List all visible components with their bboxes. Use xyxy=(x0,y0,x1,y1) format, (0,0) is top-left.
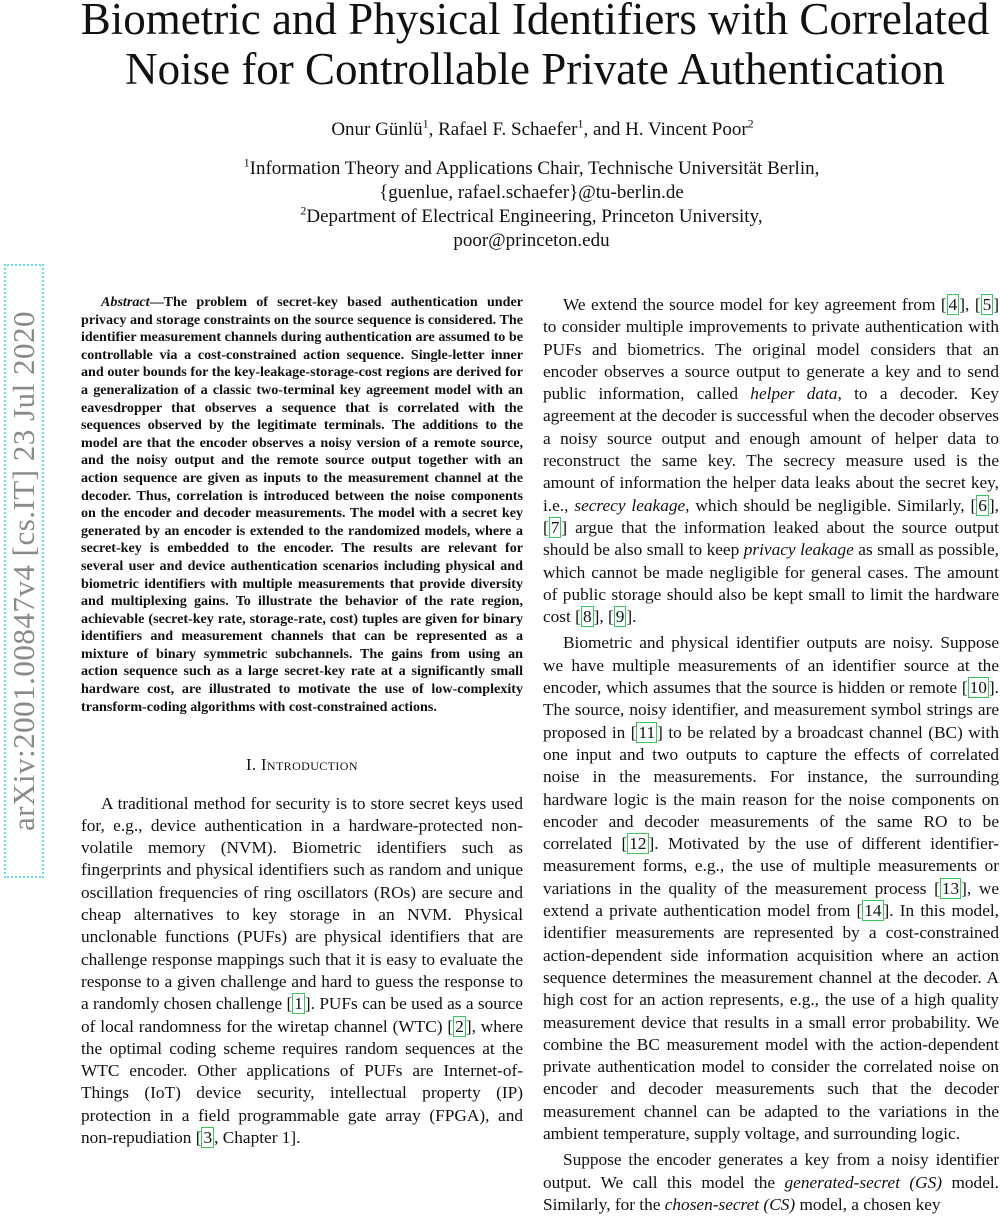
title-line-1: Biometric and Physical Identifiers with Correlated xyxy=(80,0,990,44)
citation-link[interactable]: 3 xyxy=(203,1128,213,1147)
section-heading-introduction xyxy=(81,754,523,776)
author-2-affil: 1 xyxy=(577,116,584,131)
citation-link[interactable]: 4 xyxy=(948,295,958,314)
text-run: We extend the source model for key agreement from xyxy=(563,295,941,314)
abstract-text: —The problem of secret-key based authentication under privacy and storage constraints on the source sequence is considered. The identifier measurement channels during authentication are assumed to be controllable via a cost-constrained action sequence. Single-letter inner and outer bounds for the key-leakage-storage-cost regions are derived for a generalization of a classic two-terminal key agreement model with an eavesdropper that observes a sequence that is correlated with the sequences observed by the legitimate terminals. The additions to the model are that the encoder observes a noisy version of a remote source, and the noisy output and the remote source output together with an action sequence are given as inputs to the measurement channel at the decoder. Thus, correlation is introduced between the noise components on the encoder and decoder measurements. The model with a secret key generated by an encoder is extended to the randomized models, where a secret-key is embedded to the encoder. The results are relevant for several user and device authentication scenarios including physical and biometric identifiers with multiple measurements that provide diversity and multiplexing gains. To illustrate the behavior of the rate region, achievable (secret-key rate, storage-rate, cost) tuples are given for binary identifiers and measurement channels that can be represented as a mixture of binary symmetric subchannels. The gains from using an action sequence such as a large secret-key rate at a significantly small hardware cost, are illustrated to motivate the use of low-complexity transform-coding algorithms with cost-constrained actions. xyxy=(81,294,523,715)
paper-title xyxy=(60,0,1000,94)
citation-link[interactable]: 12 xyxy=(629,834,647,854)
text-run: , xyxy=(965,295,975,314)
text-run: A traditional method for security is to store secret keys used for, e.g., device authentication in a hardware-protected non-volatile memory (NVM). Biometric identifiers such as fingerprints and physical identifiers such as random and unique oscillation frequencies of ring oscillators (ROs) are secure and cheap alternatives to key storage in an NVM. Physical unclonable functions (PUFs) are physical identifiers that are challenge response mappings such that it is easy to evaluate the response to a given challenge and hard to guess the response to a randomly chosen challenge xyxy=(81,793,523,1014)
affiliation-2-text: Department of Electrical Engineering, Princeton University, xyxy=(306,206,763,227)
author-1-affil: 1 xyxy=(422,116,429,131)
text-run: argue that the information leaked about the source output should be also small to keep xyxy=(543,517,999,560)
text-run: , to a decoder. Key agreement at the decoder is successful when the decoder observes a noisy source output and enough amount of helper data to reconstruct the same key. The secrecy measure used is the amount of information the helper data leaks about the secret key, i.e., xyxy=(543,384,999,515)
intro-paragraph-2: We extend the source model for key agreement from [ 4 ], [ 5 ] to consider multiple improvements to private authentication with PUFs and biometrics. The original model considers that an encoder observes a source output to generate a key and to send public information, called helper data, to a decoder. Key agreement at the decoder is successful when the decoder observes a noisy source output and enough amount of helper data to reconstruct the same key. The secrecy measure used is the amount of information the helper data leaks about the secret key, i.e., secrecy leakage, which should be negligible. Similarly, [ 6 ], [ 7 ] argue that the information leaked about the source output should be also small to keep privacy leakage as small as possible, which cannot be made negligible for general cases. The amount of public storage should also be kept small to limit the hardware cost [ 8 ], [ 9 ]. xyxy=(543,295,1000,627)
citation-link[interactable]: 14 xyxy=(864,901,882,921)
affiliation-2-email: poor@princeton.edu xyxy=(453,230,610,251)
section-title: Introduction xyxy=(260,755,358,775)
left-column xyxy=(81,294,523,1149)
text-run: . xyxy=(632,607,637,627)
affiliation-1-email: {guenlue, rafael.schaefer}@tu-berlin.de xyxy=(379,182,684,203)
citation-link[interactable]: 2 xyxy=(455,1016,464,1036)
intro-paragraph-3: Biometric and physical identifier outputs are noisy. Suppose we have multiple measurements of an identifier source at the encoder, which assumes that the source is hidden or remote [ 10 ]. The source, noisy identifier, and measurement symbol strings are proposed in [ 11 ] to be related by a broadcast channel (BC) with one input and two outputs to capture the effects of correlated noise in the measurements. For instance, the surrounding hardware logic is the main reason for the noise components on encoder and decoder measurements of the same RO to be correlated [ 12 ]. Motivated by the use of different identifier-measurement forms, e.g., the use of multiple measurements or variations in the quality of the measurement process [ 13 ], we extend a private authentication model from [ 14 ]. In this model, identifier measurements are represented by a cost-constrained action-dependent side information acquisition where an action sequence determines the measurement channel at the decoder. A high cost for an action represents, e.g., the use of a high quality measurement device that results in a small error probability. We combine the BC measurement model with the action-dependent private authentication model to consider the correlated noise on encoder and decoder measurements such that the decoder measurement channel can be adapted to the variations in the ambient temperature, supply voltage, and surrounding logic. xyxy=(543,633,999,1143)
author-3: and H. Vincent Poor xyxy=(592,119,748,140)
abstract-label: Abstract xyxy=(101,294,150,310)
abstract xyxy=(81,294,523,716)
emphasis: chosen-secret (CS) xyxy=(664,1194,796,1214)
arxiv-identifier: arXiv:2001.00847v4 [cs.IT] 23 Jul 2020 xyxy=(6,310,41,832)
section-number: I. xyxy=(246,755,257,775)
citation-link[interactable]: 13 xyxy=(941,878,960,898)
affiliations xyxy=(0,157,1000,253)
right-column xyxy=(543,294,999,1216)
affiliation-2-mark: 2 xyxy=(300,203,307,218)
affiliation-1 xyxy=(0,157,1000,181)
text-run: , where the optimal coding scheme requires random sequences at the WTC encoder. Other applications of PUFs are Internet-of-Things (IoT) device security, intellectual property (IP) protection in a field programmable gate array (FPGA), and non-repudiation xyxy=(81,1016,524,1147)
author-1: Onur Günlü xyxy=(331,119,423,140)
text-run: . PUFs can be used as a source of local randomness for the wiretap channel (WTC) xyxy=(81,994,523,1036)
citation-link[interactable]: 9 xyxy=(615,607,625,627)
text-run: Suppose the encoder generates a key from a noisy identifier output. We call this model the xyxy=(543,1150,999,1192)
affiliation-2 xyxy=(0,205,1000,229)
citation-link[interactable]: 10 xyxy=(969,678,987,698)
affiliation-1-text: Information Theory and Applications Chair, Technische Universität Berlin, xyxy=(249,158,820,179)
citation-link[interactable]: 11 xyxy=(638,722,656,742)
emphasis: helper data xyxy=(750,384,838,404)
text-run: . In this model, identifier measurements are represented by a cost-constrained action-dependent side information acquisition where an action sequence determines the measurement channel at the decoder. A high cost for an action represents, e.g., the use of a high quality measurement device that results in a small error probability. We combine the BC measurement model with the action-dependent private authentication model to consider the correlated noise on encoder and decoder measurements such that the decoder measurement channel can be adapted to the variations in the ambient temperature, supply voltage, and surrounding logic. xyxy=(543,901,999,1143)
intro-paragraph-4 xyxy=(543,1149,999,1216)
citation-link[interactable]: 6 xyxy=(978,495,987,515)
author-2: Rafael F. Schaefer xyxy=(438,119,578,140)
arxiv-stamp[interactable] xyxy=(4,264,44,878)
text-run: . The source, noisy identifier, and measurement symbol strings are proposed in xyxy=(543,678,999,742)
citation-link[interactable]: 7 xyxy=(550,517,560,537)
citation-link[interactable]: 8 xyxy=(582,607,592,627)
text-run: to be related by a broadcast channel (BC) with one input and two outputs to capture the effects of correlated noise in the measurements. For instance, the surrounding hardware logic is the main reason for the noise components on encoder and decoder measurements of the same RO to be correlated xyxy=(543,722,999,854)
text-run: model, a chosen key xyxy=(795,1194,941,1214)
text-run: , xyxy=(599,607,608,627)
text-run: to consider multiple improvements to private authentication with PUFs and biometrics. The original model considers that an encoder observes a source output to generate a key and to send public information, called xyxy=(543,317,999,404)
citation-link[interactable]: 1 xyxy=(294,994,303,1014)
text-run: , Chapter 1]. xyxy=(214,1128,301,1147)
text-run: , we extend a private authentication model from xyxy=(543,878,999,921)
emphasis: generated-secret (GS) xyxy=(784,1172,943,1192)
intro-paragraph-1: A traditional method for security is to store secret keys used for, e.g., device authentication in a hardware-protected non-volatile memory (NVM). Biometric identifiers such as fingerprints and physical identifiers such as random and unique oscillation frequencies of ring oscillators (ROs) are secure and cheap alternatives to key storage in an NVM. Physical unclonable functions (PUFs) are physical identifiers that are challenge response mappings such that it is easy to evaluate the response to a given challenge and hard to guess the response to a randomly chosen challenge [ 1 ]. PUFs can be used as a source of local randomness for the wiretap channel (WTC) [ 2 ], where the optimal coding scheme requires random sequences at the WTC encoder. Other applications of PUFs are Internet-of-Things (IoT) device security, intellectual property (IP) protection in a field programmable gate array (FPGA), and non-repudiation [ 3 , Chapter 1]. xyxy=(81,793,524,1147)
author-list: Onur Günlü$^1$, Rafael F. Schaefer$^1$, and H. Vincent Poor$^2$ xyxy=(331,116,754,140)
text-run: , xyxy=(994,495,999,515)
text-run: as small as possible, which cannot be made negligible for general cases. The amount of public storage should also be kept small to limit the hardware cost xyxy=(543,540,1000,627)
author-3-affil: 2 xyxy=(747,116,754,131)
text-run: model. Similarly, for the xyxy=(543,1172,999,1214)
text-run: . Motivated by the use of different identifier-measurement forms, e.g., the use of multiple measurements or variations in the quality of the measurement process xyxy=(543,834,999,898)
citation-link[interactable]: 5 xyxy=(982,295,992,314)
emphasis: secrecy leakage xyxy=(574,495,686,515)
text-run: , which should be negligible. Similarly, xyxy=(685,495,971,515)
title-line-2: Noise for Controllable Private Authentication xyxy=(125,44,945,94)
affiliation-1-mark: 1 xyxy=(243,155,250,170)
emphasis: privacy leakage xyxy=(743,540,854,560)
text-run: Biometric and physical identifier outputs are noisy. Suppose we have multiple measurements of an identifier source at the encoder, which assumes that the source is hidden or remote xyxy=(543,633,999,698)
